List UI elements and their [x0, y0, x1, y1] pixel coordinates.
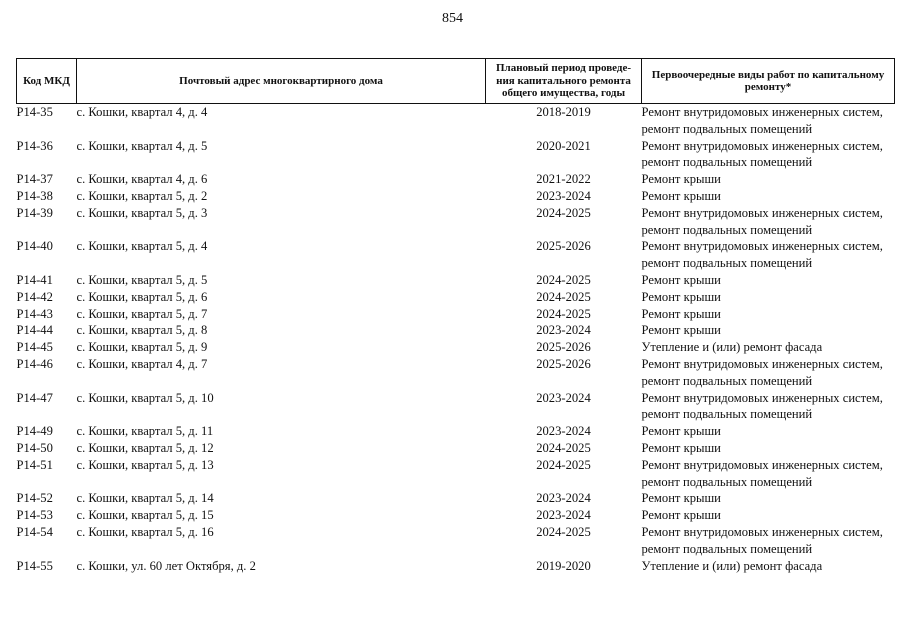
work-type-line: Ремонт внутридомовых инженерных систем,: [641, 524, 883, 539]
cell-address: с. Кошки, квартал 4, д. 4: [76, 105, 208, 119]
cell-address: с. Кошки, квартал 5, д. 5: [76, 272, 208, 287]
cell-period: 2023-2024: [536, 188, 591, 203]
table-row: [17, 356, 895, 390]
cell-period: 2023-2024: [536, 508, 591, 523]
work-type-line: Ремонт крыши: [641, 306, 721, 321]
table-row: [17, 289, 895, 306]
cell-code: P14-42: [16, 289, 53, 304]
cell-address: с. Кошки, квартал 5, д. 6: [76, 289, 208, 304]
cell-period: 2023-2024: [536, 390, 591, 405]
work-type-line: ремонт подвальных помещений: [641, 474, 813, 489]
work-type-line: ремонт подвальных помещений: [641, 373, 813, 388]
cell-code: P14-37: [16, 172, 53, 187]
table-row: [17, 440, 895, 457]
table-row: [17, 306, 895, 323]
work-type-line: ремонт подвальных помещений: [641, 256, 813, 271]
cell-period: 2023-2024: [536, 424, 591, 439]
cell-works: [642, 423, 895, 440]
table-row: [17, 322, 895, 339]
table-row: [17, 171, 895, 188]
cell-address: с. Кошки, квартал 5, д. 11: [76, 424, 214, 439]
cell-code: P14-45: [16, 340, 53, 355]
work-type-line: Ремонт внутридомовых инженерных систем,: [641, 457, 883, 472]
cell-code: P14-50: [16, 440, 53, 455]
work-type-line: Ремонт внутридомовых инженерных систем,: [641, 356, 883, 371]
cell-period: 2024-2025: [536, 289, 591, 304]
work-type-line: Ремонт внутридомовых инженерных систем,: [641, 138, 883, 153]
cell-works: [642, 356, 895, 390]
cell-code: P14-44: [16, 323, 53, 338]
cell-works: [642, 457, 895, 491]
cell-code: P14-46: [16, 356, 53, 371]
cell-code: P14-51: [16, 457, 53, 472]
table-row: [17, 490, 895, 507]
work-type-line: Ремонт крыши: [641, 440, 721, 455]
work-type-line: Ремонт внутридомовых инженерных систем,: [641, 105, 883, 119]
work-type-line: Ремонт внутридомовых инженерных систем,: [641, 390, 883, 405]
cell-period: 2018-2019: [536, 105, 591, 119]
table-row: [17, 524, 895, 558]
cell-works: [642, 306, 895, 323]
cell-period: 2025-2026: [536, 340, 591, 355]
table-row: [17, 423, 895, 440]
cell-address: с. Кошки, квартал 5, д. 2: [76, 188, 208, 203]
cell-works: [642, 339, 895, 356]
table-row: [17, 238, 895, 272]
cell-works: [642, 188, 895, 205]
table-row: [17, 558, 895, 575]
cell-works: [642, 171, 895, 188]
cell-code: P14-43: [16, 306, 53, 321]
cell-works: [642, 507, 895, 524]
work-type-line: ремонт подвальных помещений: [641, 407, 813, 422]
work-type-line: Ремонт крыши: [641, 289, 721, 304]
cell-address: с. Кошки, квартал 5, д. 12: [76, 440, 214, 455]
cell-code: P14-54: [16, 524, 53, 539]
cell-address: с. Кошки, квартал 5, д. 16: [76, 524, 214, 539]
table-row: [17, 188, 895, 205]
cell-address: с. Кошки, квартал 5, д. 10: [76, 390, 214, 405]
work-type-line: Ремонт крыши: [641, 188, 721, 203]
cell-period: 2024-2025: [536, 306, 591, 321]
cell-works: [642, 390, 895, 424]
cell-works: [642, 138, 895, 172]
cell-works: [642, 205, 895, 239]
work-type-line: ремонт подвальных помещений: [641, 222, 813, 237]
cell-address: с. Кошки, квартал 5, д. 3: [76, 205, 208, 220]
work-type-line: Ремонт крыши: [641, 323, 721, 338]
table-row: [17, 205, 895, 239]
cell-address: с. Кошки, ул. 60 лет Октября, д. 2: [76, 558, 256, 573]
work-type-line: ремонт подвальных помещений: [641, 155, 813, 170]
cell-code: P14-38: [16, 188, 53, 203]
cell-period: 2021-2022: [536, 172, 591, 187]
cell-code: P14-41: [16, 272, 53, 287]
cell-code: P14-39: [16, 205, 53, 220]
cell-works: [642, 238, 895, 272]
column-header-address: Почтовый адрес многоквартирного дома: [77, 59, 486, 104]
cell-period: 2024-2025: [536, 205, 591, 220]
work-type-line: Утепление и (или) ремонт фасада: [641, 340, 823, 355]
table-row: [17, 138, 895, 172]
table-row: [17, 272, 895, 289]
cell-code: P14-55: [16, 558, 53, 573]
work-type-line: Ремонт крыши: [641, 272, 721, 287]
cell-period: 2024-2025: [536, 272, 591, 287]
cell-code: P14-40: [16, 239, 53, 254]
cell-period: 2025-2026: [536, 356, 591, 371]
page-number: 854: [442, 11, 463, 26]
cell-address: с. Кошки, квартал 5, д. 7: [76, 306, 208, 321]
cell-address: с. Кошки, квартал 5, д. 13: [76, 457, 214, 472]
cell-works: [642, 104, 895, 138]
work-type-line: Ремонт внутридомовых инженерных систем,: [641, 205, 883, 220]
cell-code: P14-47: [16, 390, 53, 405]
cell-works: [642, 289, 895, 306]
cell-address: с. Кошки, квартал 4, д. 5: [76, 138, 208, 153]
repair-schedule-table: [16, 58, 895, 574]
work-type-line: Ремонт крыши: [641, 491, 721, 506]
cell-code: P14-52: [16, 491, 53, 506]
cell-works: [642, 490, 895, 507]
table-header: [17, 59, 895, 104]
table-row: [17, 339, 895, 356]
column-header-period: Плановый период проведе- ния капитального ремонта общего имущества, годы: [486, 59, 642, 104]
cell-works: [642, 440, 895, 457]
cell-address: с. Кошки, квартал 4, д. 6: [76, 172, 208, 187]
table-row: [17, 457, 895, 491]
work-type-line: ремонт подвальных помещений: [641, 541, 813, 556]
cell-period: 2024-2025: [536, 524, 591, 539]
work-type-line: Ремонт крыши: [641, 172, 721, 187]
cell-works: [642, 558, 895, 575]
cell-period: 2024-2025: [536, 457, 591, 472]
cell-code: P14-53: [16, 508, 53, 523]
work-type-line: Ремонт внутридомовых инженерных систем,: [641, 239, 883, 254]
cell-works: [642, 322, 895, 339]
table-row: [17, 507, 895, 524]
table-row: [17, 104, 895, 138]
cell-code: P14-35: [16, 105, 53, 119]
cell-period: 2019-2020: [536, 558, 591, 573]
work-type-line: Ремонт крыши: [641, 424, 721, 439]
table-body: [17, 104, 895, 575]
cell-address: с. Кошки, квартал 5, д. 8: [76, 323, 208, 338]
cell-period: 2025-2026: [536, 239, 591, 254]
cell-period: 2020-2021: [536, 138, 591, 153]
column-header-works: Первоочередные виды работ по капитальному ремонту*: [642, 59, 895, 104]
cell-address: с. Кошки, квартал 5, д. 9: [76, 340, 208, 355]
cell-period: 2024-2025: [536, 440, 591, 455]
cell-address: с. Кошки, квартал 4, д. 7: [76, 356, 208, 371]
work-type-line: Ремонт крыши: [641, 508, 721, 523]
column-header-code: Код МКД: [17, 59, 77, 104]
work-type-line: Утепление и (или) ремонт фасада: [641, 558, 823, 573]
cell-works: [642, 524, 895, 558]
work-type-line: ремонт подвальных помещений: [641, 121, 813, 136]
cell-code: P14-49: [16, 424, 53, 439]
cell-address: с. Кошки, квартал 5, д. 4: [76, 239, 208, 254]
cell-code: P14-36: [16, 138, 53, 153]
table-row: [17, 390, 895, 424]
cell-address: с. Кошки, квартал 5, д. 14: [76, 491, 214, 506]
cell-works: [642, 272, 895, 289]
cell-period: 2023-2024: [536, 491, 591, 506]
cell-period: 2023-2024: [536, 323, 591, 338]
cell-address: с. Кошки, квартал 5, д. 15: [76, 508, 214, 523]
